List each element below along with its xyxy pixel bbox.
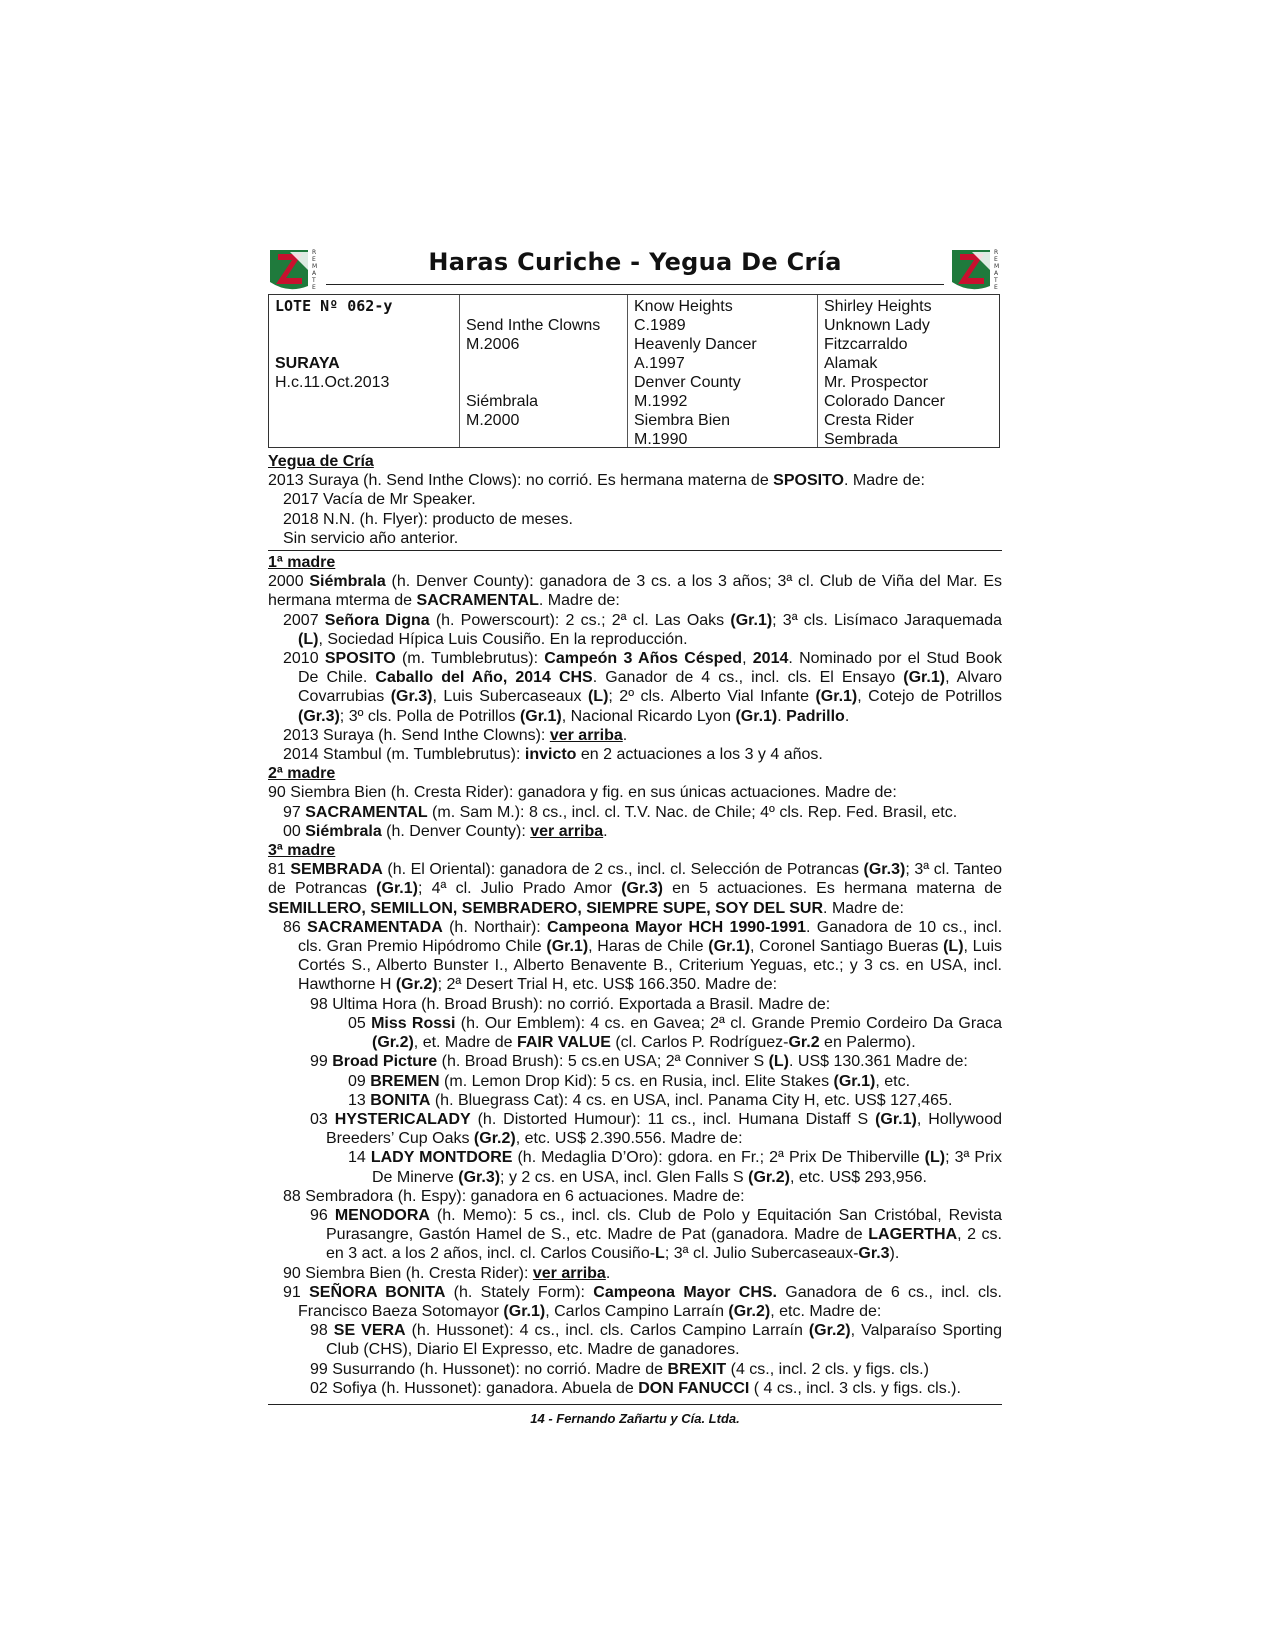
entry-line: 05 Miss Rossi (h. Our Emblem): 4 cs. en Gavea; 2ª cl. Grande Premio Cordeiro Da Graca (Gr.2), et. Madre de FAIR VALUE (cl. Carlos P. Rodríguez-Gr.2 en Palermo). [348,1014,1003,1052]
entry-line: 99 Susurrando (h. Hussonet): no corrió. Madre de BREXIT (4 cs., incl. 2 cls. y figs. cls.) [310,1360,929,1378]
remates-logo [268,244,320,292]
title-rule [326,284,944,285]
entry-line: 99 Broad Picture (h. Broad Brush): 5 cs.en USA; 2ª Conniver S (L). US$ 130.361 Madre de: [310,1053,968,1071]
entry-line: 2010 SPOSITO (m. Tumblebrutus): Campeón 3 Años Césped, 2014. Nominado por el Stud Book De Chile. Caballo del Año, 2014 CHS. Ganador de 4 cs., incl. cls. El Ensayo (Gr.1), Alvaro Covarrubias (Gr.3), Luis Subercaseaux (L); 2º cls. Alberto Vial Infante (Gr.1), Cotejo de Potrillos (Gr.3); 3º cls. Polla de Potrillos (Gr.1), Nacional Ricardo Lyon (Gr.1). Padrillo. [283,650,1003,725]
entry-line: 13 BONITA (h. Bluegrass Cat): 4 cs. en USA, incl. Panama City H, etc. US$ 127,465. [348,1091,953,1109]
entry-line: 03 HYSTERICALADY (h. Distorted Humour): 11 cs., incl. Humana Distaff S (Gr.1), Hollywood Breeders’ Cup Oaks (Gr.2), etc. US$ 2.390.556. Madre de: [310,1110,1002,1148]
great-grandparent: Sembrada [824,431,898,448]
page-header [268,244,1002,294]
great-grandparent: Cresta Rider [824,412,914,429]
pedigree-table [268,294,1000,448]
svg-text:R: R [994,249,999,256]
entry-line: 88 Sembradora (h. Espy): ganadora en 6 actuaciones. Madre de: [283,1187,745,1205]
pedigree-col-horse [269,295,459,447]
sire-year: M.2006 [466,336,520,353]
svg-text:E: E [994,256,998,263]
section-heading: 3ª madre [268,842,336,860]
great-grandparent: Mr. Prospector [824,374,929,391]
svg-text:R: R [312,249,317,256]
svg-text:A: A [312,270,317,277]
entry-line: 86 SACRAMENTADA (h. Northair): Campeona Mayor HCH 1990-1991. Ganadora de 10 cs., incl. cls. Gran Premio Hipódromo Chile (Gr.1), Haras de Chile (Gr.1), Coronel Santiago Bueras (L), Luis Cortés S., Alberto Bunster I., Alberto Benavente B., Criterium Yeguas, etc.; y 3 cs. en USA, incl. Hawthorne H (Gr.2); 2ª Desert Trial H, etc. US$ 166.350. Madre de: [283,918,1003,994]
grandparent: M.1990 [634,431,688,448]
svg-text:T: T [312,277,316,284]
grandparent: Know Heights [634,298,733,315]
grandparent: M.1992 [634,393,688,410]
svg-text:M: M [312,263,318,270]
pedigree-col-great-grandparents [817,295,999,447]
entry-line: 09 BREMEN (m. Lemon Drop Kid): 5 cs. en Rusia, incl. Elite Stakes (Gr.1), etc. [348,1072,911,1090]
entry-line: 90 Siembra Bien (h. Cresta Rider): ver arriba. [283,1264,611,1282]
great-grandparent: Fitzcarraldo [824,336,908,353]
entry-line: 98 Ultima Hora (h. Broad Brush): no corrió. Exportada a Brasil. Madre de: [310,995,831,1013]
pedigree-col-grandparents [627,295,817,447]
horse-name: SURAYA [275,355,340,372]
entry-line: 90 Siembra Bien (h. Cresta Rider): ganadora y fig. en sus únicas actuaciones. Madre de: [268,784,897,802]
entry-line: 02 Sofiya (h. Hussonet): ganadora. Abuela de DON FANUCCI ( 4 cs., incl. 3 cls. y figs. cls.). [310,1379,961,1397]
ver-arriba-link: ver arriba [549,726,623,744]
entry-line: 96 MENODORA (h. Memo): 5 cs., incl. cls. Club de Polo y Equitación San Cristóbal, Revista Purasangre, Gastón Hamel de S., etc. Madre de Pat (ganadora. Madre de LAGERTHA, 2 cs. en 3 act. a los 2 años, incl. cl. Carlos Cousiño-L; 3ª cl. Julio Subercaseaux-Gr.3). [310,1206,1003,1263]
footer-rule [268,1404,1002,1405]
grandparent: C.1989 [634,317,686,334]
great-grandparent: Unknown Lady [824,317,930,334]
divider [268,550,1002,551]
great-grandparent: Colorado Dancer [824,393,945,410]
svg-text:E: E [312,284,316,291]
dam-year: M.2000 [466,412,520,429]
entry-line: 2000 Siémbrala (h. Denver County): ganadora de 3 cs. a los 3 años; 3ª cl. Club de Viña del Mar. Es hermana mterma de SACRAMENTAL. Madre de: [268,573,1002,610]
grandparent: Heavenly Dancer [634,336,757,353]
grandparent: A.1997 [634,355,685,372]
grandparent: Siembra Bien [634,412,731,429]
page-title: Haras Curiche - Yegua De Cría [428,248,842,276]
pedigree-col-parents [459,295,627,447]
entry-line: 14 LADY MONTDORE (h. Medaglia D’Oro): gdora. en Fr.; 2ª Prix De Thiberville (L); 3ª Prix De Minerve (Gr.3); y 2 cs. en USA, incl. Glen Falls S (Gr.2), etc. US$ 293,956. [348,1149,1002,1186]
svg-text:A: A [994,270,999,277]
sire-name: Send Inthe Clowns [466,317,601,334]
entry-line: 2013 Suraya (h. Send Inthe Clows): no corrió. Es hermana materna de SPOSITO. Madre de: [268,472,925,490]
entry-line: 2013 Suraya (h. Send Inthe Clowns): ver arriba. [283,726,628,744]
svg-text:M: M [994,263,1000,270]
entry-line: 98 SE VERA (h. Hussonet): 4 cs., incl. cls. Carlos Campino Larraín (Gr.2), Valparaíso Sporting Club (CHS), Diario El Expresso, etc. Madre de ganadores. [310,1322,1002,1359]
section-heading: 2ª madre [268,765,336,783]
svg-text:E: E [312,256,316,263]
horse-birth: H.c.11.Oct.2013 [275,374,390,391]
lot-number: LOTE Nº 062-y [275,297,393,315]
svg-text:T: T [994,277,998,284]
entry-line: 81 SEMBRADA (h. El Oriental): ganadora de 2 cs., incl. cl. Selección de Potrancas (Gr.3); 3ª cl. Tanteo de Potrancas (Gr.1); 4ª cl. Julio Prado Amor (Gr.3) en 5 actuaciones. Es hermana materna de SEMILLERO, SEMILLON, SEMBRADERO, SIEMPRE SUPE, SOY DEL SUR. Madre de: [268,861,1002,917]
svg-text:E: E [994,284,998,291]
dam-name: Siémbrala [466,393,539,410]
entry-line: 2014 Stambul (m. Tumblebrutus): invicto en 2 actuaciones a los 3 y 4 años. [283,746,823,764]
section-heading: 1ª madre [268,554,336,572]
grandparent: Denver County [634,374,741,391]
great-grandparent: Alamak [824,355,878,372]
entry-line: 2017 Vacía de Mr Speaker. [283,491,476,509]
ver-arriba-link: ver arriba [532,1264,606,1282]
entry-line: 2007 Señora Digna (h. Powerscourt): 2 cs.; 2ª cl. Las Oaks (Gr.1); 3ª cls. Lisímaco Jaraquemada (L), Sociedad Hípica Luis Cousiño. En la reproducción. [283,611,1003,648]
entry-line: Sin servicio año anterior. [283,529,459,547]
ver-arriba-link: ver arriba [530,822,604,840]
entry-line: 2018 N.N. (h. Flyer): producto de meses. [283,510,573,528]
catalog-body [268,452,1002,1428]
entry-line: 97 SACRAMENTAL (m. Sam M.): 8 cs., incl. cl. T.V. Nac. de Chile; 4º cls. Rep. Fed. Brasil, etc. [283,803,958,821]
catalog-page [268,244,1002,1428]
entry-line: 00 Siémbrala (h. Denver County): ver arriba. [283,822,608,840]
entry-line: 91 SEÑORA BONITA (h. Stately Form): Campeona Mayor CHS. Ganadora de 6 cs., incl. cls. Francisco Baeza Sotomayor (Gr.1), Carlos Campino Larraín (Gr.2), etc. Madre de: [283,1283,1002,1320]
page-footer: 14 - Fernando Zañartu y Cía. Ltda. [530,1410,740,1426]
section-heading: Yegua de Cría [268,453,374,470]
great-grandparent: Shirley Heights [824,298,932,315]
remates-logo [950,244,1002,292]
